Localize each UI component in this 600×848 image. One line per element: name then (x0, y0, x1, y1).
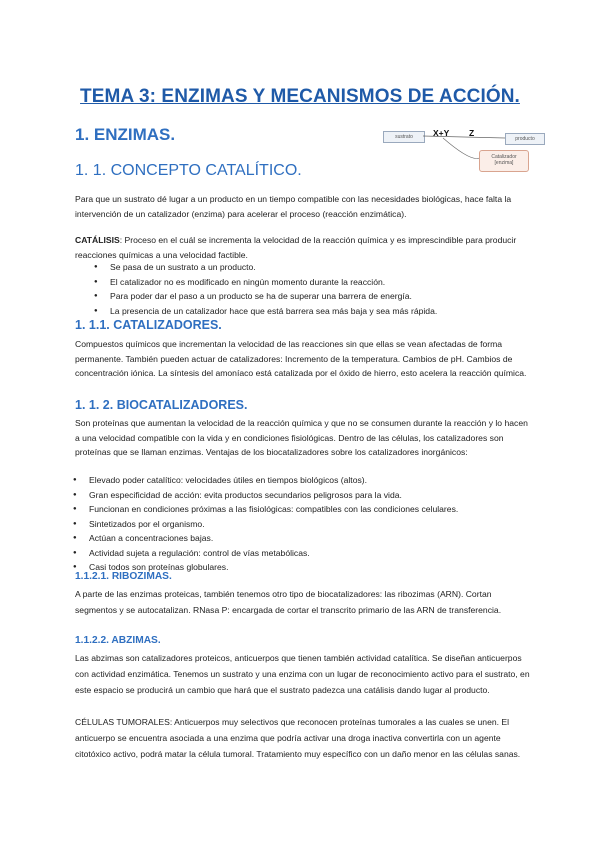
page-title: TEMA 3: ENZIMAS Y MECANISMOS DE ACCIÓN. (80, 86, 520, 107)
catalisis-term: CATÁLISIS (75, 235, 120, 245)
list-item: ● Elevado poder catalítico: velocidades útiles en tiempos biológicos (altos). (73, 473, 458, 488)
catalyst-sublabel: [enzima] (494, 160, 514, 166)
ribozimas-paragraph: A parte de las enzimas proteicas, también tenemos otro tipo de biocatalizadores: las ribozimas (ARN). Cortan segmentos y se autocatalizan. RNasa P: encargada de cortar el transcrito primario de las ARN de transferencia. (75, 589, 502, 615)
tumorales-paragraph: CÉLULAS TUMORALES: Anticuerpos muy selectivos que reconocen proteínas tumorales a las cuales se unen. El anticuerpo se encuentra asociada a una enzima que podría activar una droga inactiva convertirla con un agente citotóxico activo, podrá matar la célula tumoral. Tratamiento muy específico con un daño menor en las células sanas. (75, 717, 521, 759)
list-item: ● Gran especificidad de acción: evita productos secundarios peligrosos para la vida. (73, 488, 458, 503)
abzimas-paragraph: Las abzimas son catalizadores proteicos, anticuerpos que tienen también actividad catalítica. Se diseñan anticuerpos con actividad enzimática. Tenemos un sustrato y una enzima con un lugar de reconocimiento activo para el sustrato, en este espacio se producirá un cambio que hará que el sustrato padezca una catálisis dando lugar al producto. (75, 653, 530, 695)
z-label: Z (469, 128, 475, 138)
catalyst-label: Catalizador (491, 154, 517, 160)
section-heading-catalizadores: 1. 1.1. CATALIZADORES. (75, 318, 222, 332)
section-heading-abzimas: 1.1.2.2. ABZIMAS. (75, 635, 161, 646)
intro-paragraph: Para que un sustrato dé lugar a un producto en un tiempo compatible con las necesidades biológicas, hace falta la intervención de un catalizador (enzima) para acelerar el proceso (reacción enzimática). (75, 194, 512, 219)
catalisis-text: : Proceso en el cuál se incrementa la velocidad de la reacción química y es imprescindible para producir reacciones químicas a una velocidad factible. (75, 235, 517, 260)
list-item: ● Sintetizados por el organismo. (73, 517, 458, 532)
reaction-diagram (383, 124, 548, 174)
catalizadores-paragraph: Compuestos químicos que incrementan la velocidad de las reacciones sin que ellas se vean afectadas de forma permanente. También pueden actuar de catalizadores: Incremento de la temperatura. Cambios de pH. Cambios de concentración iónica. La síntesis del amoníaco está catalizada por el óxido de hierro, esto acelera la reacción química. (75, 339, 527, 378)
section-heading-concepto: 1. 1. CONCEPTO CATALÍTICO. (75, 162, 302, 179)
list-item: ● Casi todos son proteínas globulares. (73, 560, 458, 575)
list-item: ● Se pasa de un sustrato a un producto. (94, 260, 437, 275)
list-item: ● Actúan a concentraciones bajas. (73, 531, 458, 546)
catalyst-box (479, 150, 529, 172)
list-item: ● Actividad sujeta a regulación: control de vías metabólicas. (73, 546, 458, 561)
xy-label: X+Y (433, 128, 450, 138)
biocatalizadores-list (73, 473, 458, 575)
section-heading-enzimas: 1. ENZIMAS. (75, 125, 176, 144)
section-heading-ribozimas: 1.1.2.1. RIBOZIMAS. (75, 571, 172, 582)
catalisis-paragraph (75, 233, 535, 262)
biocatalizadores-paragraph: Son proteínas que aumentan la velocidad de la reacción química y que no se consumen durante la reacción y lo hacen a una velocidad compatible con la vida y en condiciones fisiológicas. Dentro de las células, los catalizadores son proteínas que se llaman enzimas. Ventajas de los biocatalizadores sobre los catalizadores inorgánicos: (75, 418, 528, 457)
list-item: ● Para poder dar el paso a un producto se ha de superar una barrera de energía. (94, 289, 437, 304)
list-item: ● El catalizador no es modificado en ningún momento durante la reacción. (94, 275, 437, 290)
substrate-box: sustrato (383, 131, 425, 143)
list-item: ● La presencia de un catalizador hace que está barrera sea más baja y sea más rápida. (94, 304, 437, 319)
section-heading-biocatalizadores: 1. 1. 2. BIOCATALIZADORES. (75, 398, 248, 412)
catalisis-list (94, 260, 437, 318)
product-box: producto (505, 133, 545, 145)
list-item: ● Funcionan en condiciones próximas a las fisiológicas: compatibles con las condiciones celulares. (73, 502, 458, 517)
